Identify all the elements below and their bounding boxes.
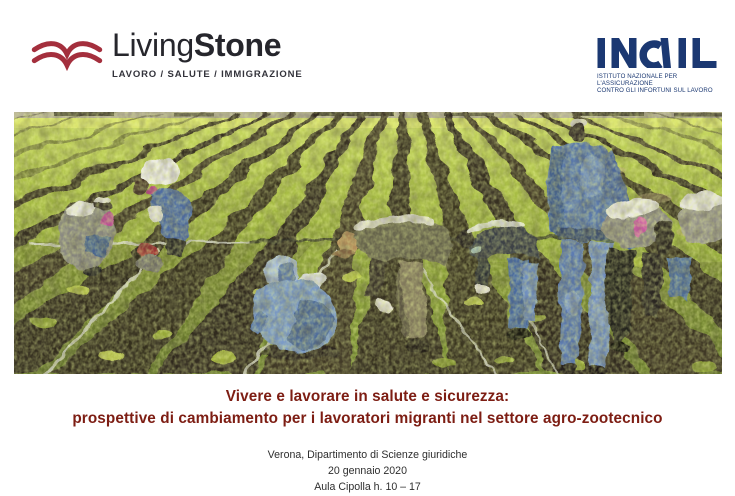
livingstone-word-living: Living	[112, 27, 194, 63]
event-location: Verona, Dipartimento di Scienze giuridiche	[267, 449, 468, 461]
inail-wordmark-icon	[597, 38, 720, 68]
event-date: 20 gennaio 2020	[328, 465, 407, 478]
livingstone-open-book-swoosh-icon	[28, 37, 106, 77]
livingstone-word-stone: Stone	[193, 27, 282, 63]
inail-subtitle-line1: ISTITUTO NAZIONALE PER L'ASSICURAZIONE	[597, 73, 678, 87]
inail-logo	[597, 38, 723, 94]
livingstone-wordmark	[112, 28, 303, 62]
event-details	[0, 447, 735, 496]
livingstone-text	[112, 28, 303, 80]
event-title-line1: Vivere e lavorare in salute e sicurezza:	[225, 388, 510, 405]
field-workers-image	[14, 112, 722, 374]
inail-subtitle-line2: CONTRO GLI INFORTUNI SUL LAVORO	[597, 87, 713, 94]
livingstone-logo	[28, 28, 328, 86]
field-workers-illustration	[14, 112, 722, 374]
paint-grain-dark	[14, 112, 722, 374]
livingstone-tagline: LAVORO / SALUTE / IMMIGRAZIONE	[112, 69, 303, 80]
inail-subtitle	[597, 73, 723, 94]
event-title	[0, 386, 735, 429]
event-title-line2: prospettive di cambiamento per i lavoratori migranti nel settore agro-zootecnico	[72, 409, 663, 427]
event-venue-time: Aula Cipolla h. 10 – 17	[314, 481, 421, 494]
